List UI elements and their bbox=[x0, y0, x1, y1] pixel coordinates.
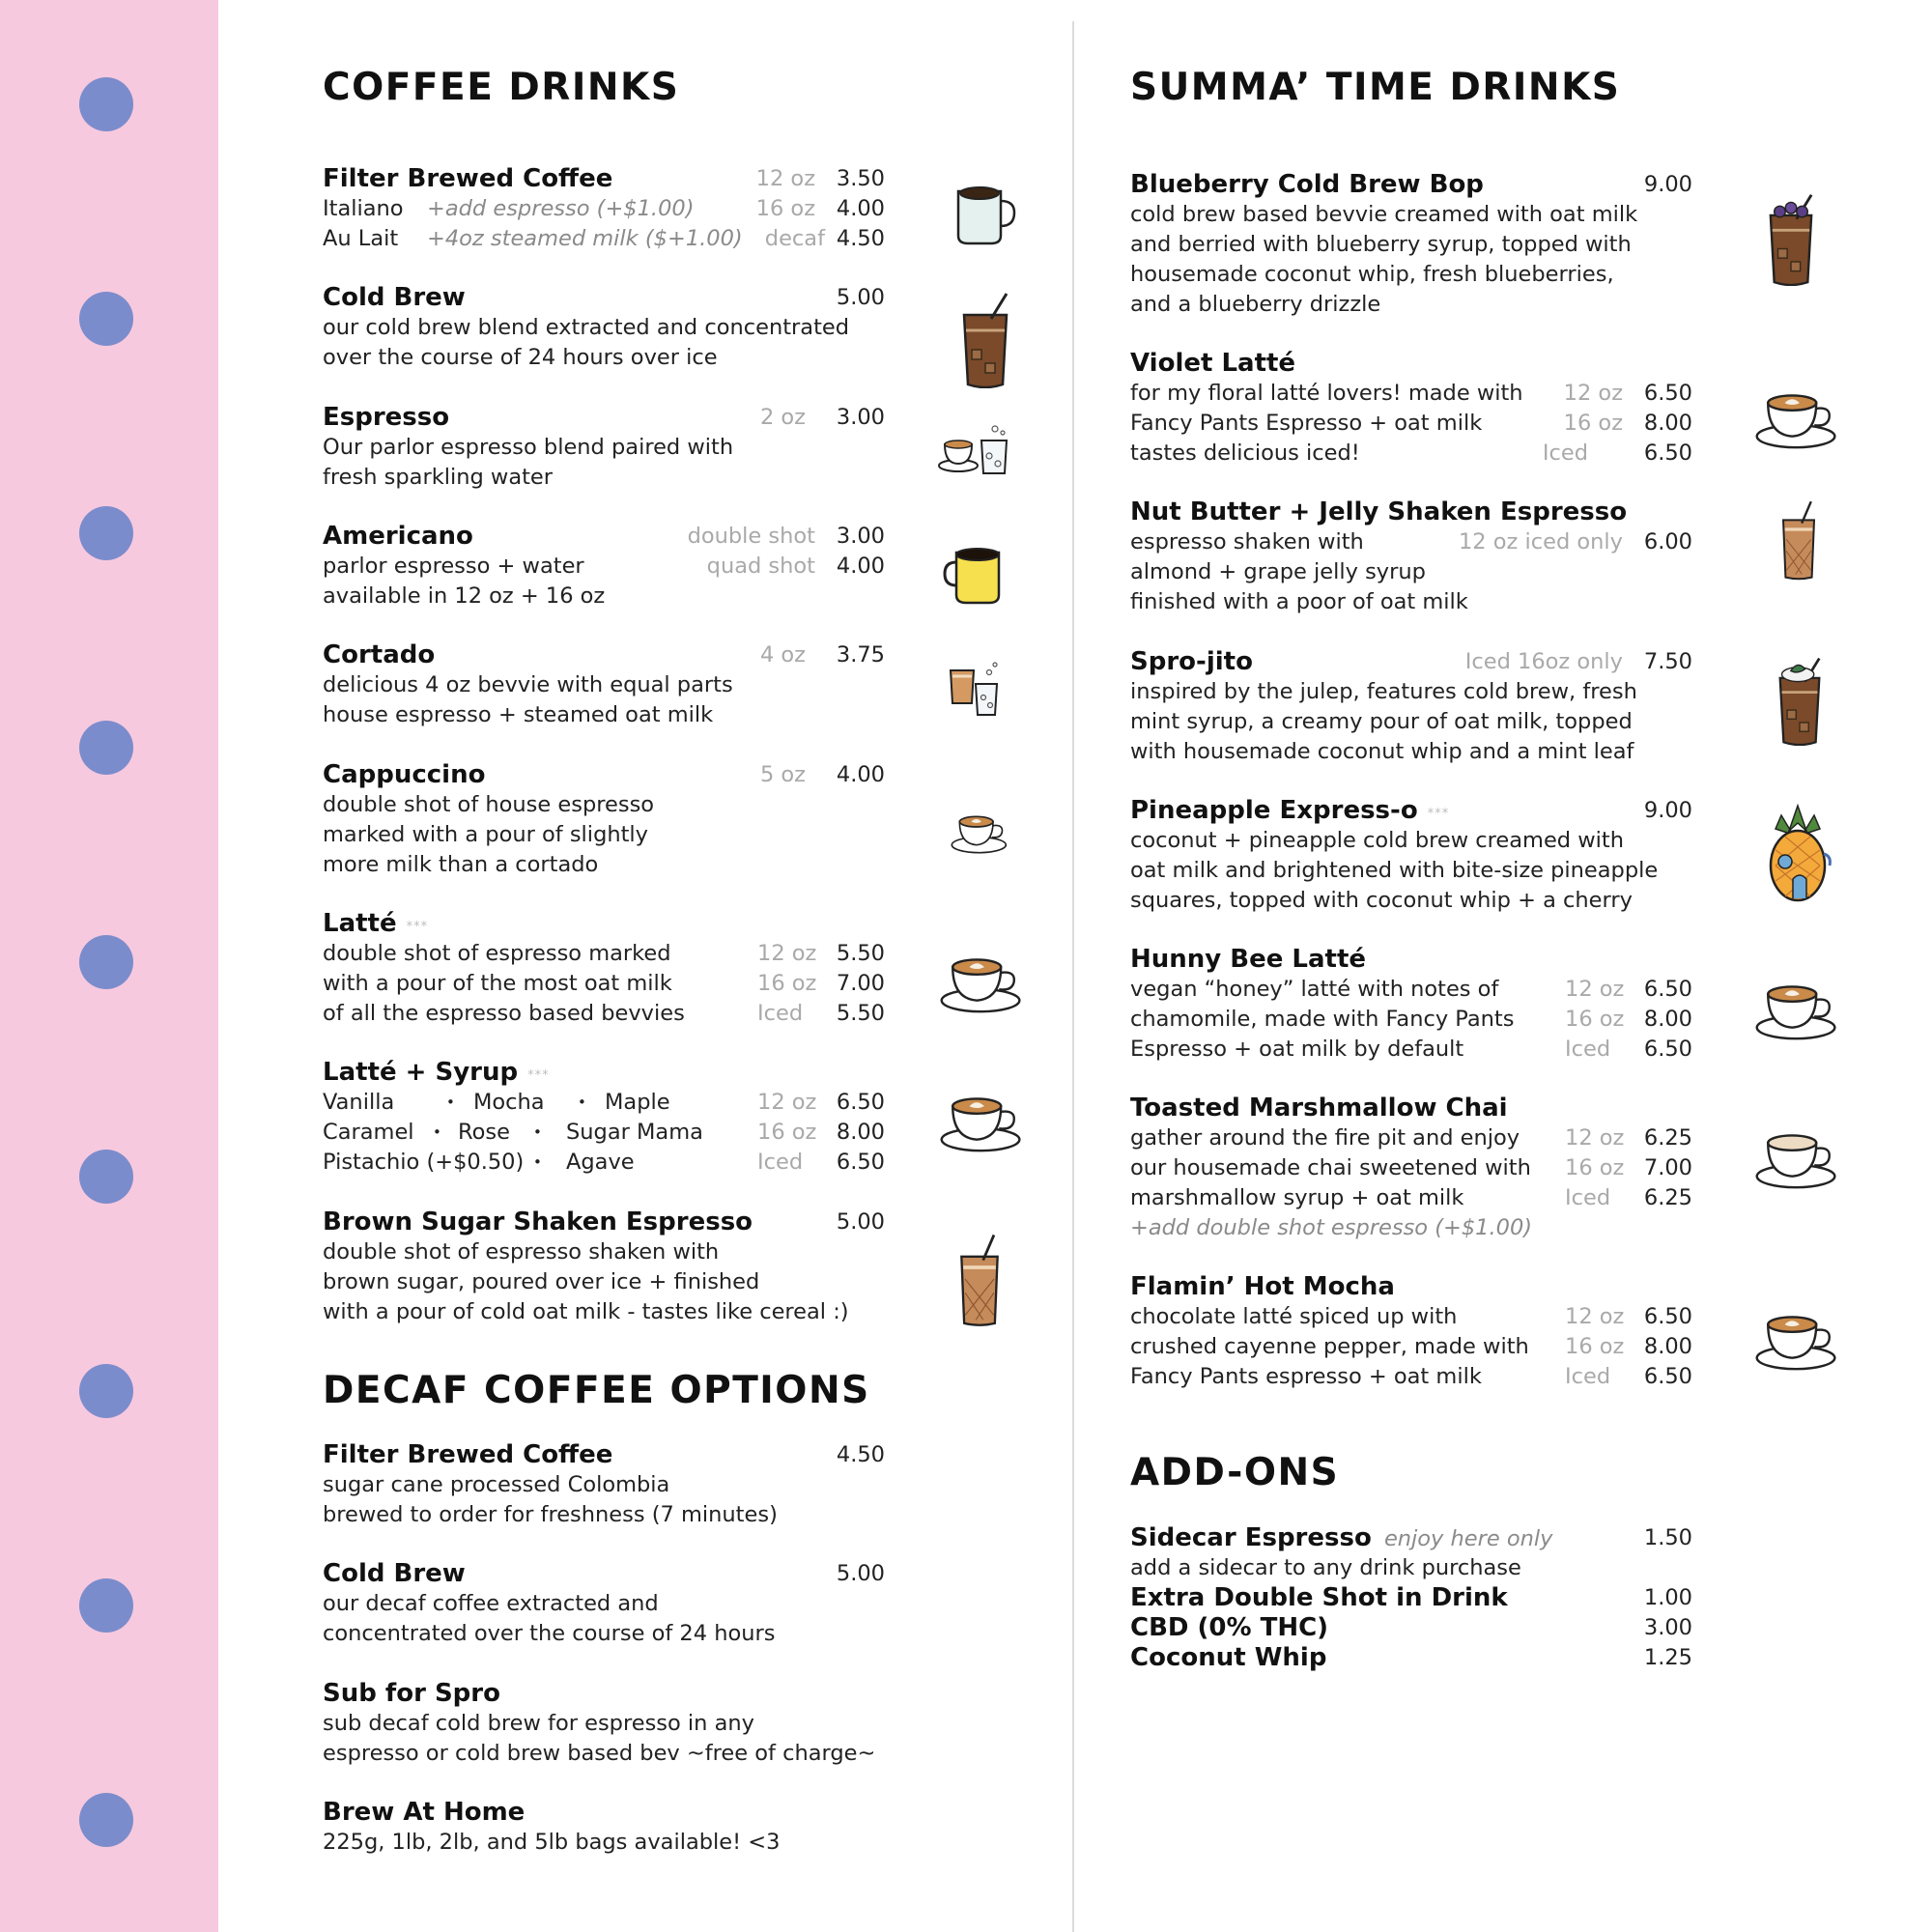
addon-extra-double-shot bbox=[1130, 1583, 1692, 1613]
binder-hole bbox=[79, 292, 133, 346]
item-name: Violet Latté bbox=[1130, 349, 1296, 378]
menu-item-latte bbox=[323, 909, 885, 1029]
size-label: Iced bbox=[1542, 440, 1588, 466]
item-note: +add double shot espresso (+$1.00) bbox=[1130, 1215, 1533, 1240]
menu-item-brown-sugar-shaken-espresso bbox=[323, 1208, 885, 1327]
marshmallow-chai-cup-icon bbox=[1754, 1122, 1839, 1192]
cortado-water-icon bbox=[947, 661, 1003, 717]
menu-item-espresso bbox=[323, 403, 885, 493]
addon-coconut-whip bbox=[1130, 1643, 1692, 1673]
price: 9.00 bbox=[1643, 798, 1692, 823]
size-label: Iced bbox=[1565, 1185, 1611, 1210]
shaken-espresso-icon bbox=[952, 1233, 1007, 1329]
menu-item-flamin-hot-mocha bbox=[1130, 1272, 1692, 1392]
syrup-separator: • bbox=[446, 1094, 455, 1111]
column-divider bbox=[1072, 21, 1074, 1932]
stars-mark: *** bbox=[1427, 807, 1450, 821]
menu-item-pineapple-express-o bbox=[1130, 796, 1692, 916]
item-description: gather around the fire pit and enjoy bbox=[1130, 1125, 1520, 1151]
addon-cbd bbox=[1130, 1613, 1692, 1643]
syrup-option: Vanilla bbox=[323, 1090, 395, 1115]
price: 4.00 bbox=[836, 554, 885, 579]
menu-item-nut-butter-jelly-shaken-espresso bbox=[1130, 497, 1692, 617]
item-description: chamomile, made with Fancy Pants bbox=[1130, 1007, 1515, 1032]
item-description: crushed cayenne pepper, made with bbox=[1130, 1334, 1529, 1359]
item-description: tastes delicious iced! bbox=[1130, 440, 1360, 466]
item-description: double shot of espresso shaken with bbox=[323, 1239, 720, 1264]
addon-name: CBD (0% THC) bbox=[1130, 1613, 1329, 1642]
item-description: double shot of espresso marked bbox=[323, 941, 671, 966]
item-description: chocolate latté spiced up with bbox=[1130, 1304, 1458, 1329]
iced-coffee-icon bbox=[956, 292, 1014, 388]
item-description: brewed to order for freshness (7 minutes) bbox=[323, 1502, 778, 1527]
price: 3.50 bbox=[836, 166, 885, 191]
size-label: double shot bbox=[687, 524, 815, 549]
item-description: fresh sparkling water bbox=[323, 465, 554, 490]
item-description: sugar cane processed Colombia bbox=[323, 1472, 670, 1497]
item-description: Fancy Pants espresso + oat milk bbox=[1130, 1364, 1482, 1389]
item-description: marked with a pour of slightly bbox=[323, 822, 648, 847]
item-name: Filter Brewed Coffee bbox=[323, 1440, 613, 1469]
item-name: Cortado bbox=[323, 640, 436, 669]
item-description: double shot of house espresso bbox=[323, 792, 655, 817]
menu-item-decaf-filter bbox=[323, 1440, 885, 1530]
item-name: Nut Butter + Jelly Shaken Espresso bbox=[1130, 497, 1628, 526]
price: 4.50 bbox=[836, 226, 885, 251]
violet-latte-cup-icon bbox=[1754, 383, 1839, 452]
item-name: Flamin’ Hot Mocha bbox=[1130, 1272, 1395, 1301]
item-name: Americano bbox=[323, 522, 473, 551]
size-label: 16 oz bbox=[1565, 1155, 1625, 1180]
menu-item-decaf-cold-brew bbox=[323, 1559, 885, 1649]
price: 7.00 bbox=[836, 971, 885, 996]
item-description: our cold brew blend extracted and concentrated bbox=[323, 315, 850, 340]
price: 1.50 bbox=[1643, 1525, 1692, 1550]
item-description: housemade coconut whip, fresh blueberries, bbox=[1130, 262, 1614, 287]
option-au-lait: Au Lait bbox=[323, 226, 399, 251]
item-name: Brown Sugar Shaken Espresso bbox=[323, 1208, 753, 1236]
stars-mark: *** bbox=[406, 920, 429, 934]
item-description: almond + grape jelly syrup bbox=[1130, 559, 1426, 584]
menu-item-cappuccino bbox=[323, 760, 885, 880]
item-description: with a pour of the most oat milk bbox=[323, 971, 672, 996]
price: 6.50 bbox=[1643, 977, 1692, 1002]
price: 1.25 bbox=[1643, 1645, 1692, 1670]
syrup-option: Maple bbox=[605, 1090, 670, 1115]
item-description: sub decaf cold brew for espresso in any bbox=[323, 1711, 754, 1736]
size-label: Iced bbox=[1565, 1364, 1611, 1389]
price: 5.50 bbox=[836, 1001, 885, 1026]
price: 6.50 bbox=[1643, 381, 1692, 406]
summa-time-heading: SUMMA’ TIME DRINKS bbox=[1130, 66, 1621, 109]
item-name: Cappuccino bbox=[323, 760, 486, 789]
price: 5.00 bbox=[836, 1209, 885, 1235]
pineapple-house-icon bbox=[1764, 802, 1832, 902]
price: 3.00 bbox=[1643, 1615, 1692, 1640]
price: 8.00 bbox=[1643, 411, 1692, 436]
item-name: Filter Brewed Coffee bbox=[323, 164, 613, 193]
item-description: more milk than a cortado bbox=[323, 852, 599, 877]
size-label: Iced bbox=[1565, 1037, 1611, 1062]
syrup-option: Agave bbox=[566, 1150, 635, 1175]
size-label: 5 oz bbox=[759, 762, 806, 787]
size-label: 16 oz bbox=[1565, 1007, 1625, 1032]
item-description: Espresso + oat milk by default bbox=[1130, 1037, 1464, 1062]
binder-hole bbox=[79, 1793, 133, 1847]
item-name: Spro-jito bbox=[1130, 647, 1253, 676]
syrup-option: Caramel bbox=[323, 1120, 414, 1145]
price: 7.50 bbox=[1643, 649, 1692, 674]
menu-item-blueberry-cold-brew-bop bbox=[1130, 170, 1692, 320]
binder-strip bbox=[0, 0, 218, 1932]
size-label: 12 oz bbox=[755, 166, 815, 191]
price: 5.00 bbox=[836, 1561, 885, 1586]
menu-item-spro-jito bbox=[1130, 647, 1692, 767]
option-italiano: Italiano bbox=[323, 196, 404, 221]
price: 4.50 bbox=[836, 1442, 885, 1467]
item-description: oat milk and brightened with bite-size pineapple bbox=[1130, 858, 1659, 883]
addon-sidecar-espresso bbox=[1130, 1523, 1692, 1553]
size-label: 12 oz bbox=[1565, 1304, 1625, 1329]
addon-note: enjoy here only bbox=[1383, 1526, 1553, 1551]
size-label: Iced bbox=[757, 1001, 804, 1026]
price: 6.25 bbox=[1643, 1125, 1692, 1151]
blueberry-cold-brew-icon bbox=[1762, 189, 1820, 286]
price: 6.50 bbox=[1643, 1304, 1692, 1329]
item-name: Sub for Spro bbox=[323, 1679, 500, 1708]
size-label: 16 oz bbox=[1565, 1334, 1625, 1359]
price: 6.00 bbox=[1643, 529, 1692, 554]
price: 4.00 bbox=[836, 196, 885, 221]
binder-hole bbox=[79, 935, 133, 989]
syrup-separator: • bbox=[533, 1123, 542, 1141]
size-label: 12 oz bbox=[757, 1090, 817, 1115]
price: 5.50 bbox=[836, 941, 885, 966]
stars-mark: *** bbox=[527, 1068, 550, 1083]
yellow-mug-icon bbox=[943, 545, 1012, 607]
price: 3.75 bbox=[836, 642, 885, 668]
item-description: for my floral latté lovers! made with bbox=[1130, 381, 1523, 406]
binder-hole bbox=[79, 506, 133, 560]
item-description: cold brew based bevvie creamed with oat milk bbox=[1130, 202, 1638, 227]
item-name: Pineapple Express-o bbox=[1130, 796, 1418, 825]
latte-cup-icon bbox=[939, 947, 1024, 1016]
menu-item-toasted-marshmallow-chai bbox=[1130, 1094, 1692, 1243]
price: 7.00 bbox=[1643, 1155, 1692, 1180]
size-label: 4 oz bbox=[759, 642, 806, 668]
item-description: concentrated over the course of 24 hours bbox=[323, 1621, 776, 1646]
size-label: 16 oz bbox=[757, 1120, 817, 1145]
menu-item-brew-at-home bbox=[323, 1798, 922, 1858]
binder-hole bbox=[79, 1578, 133, 1633]
mocha-cup-icon bbox=[1754, 1304, 1839, 1374]
menu-item-cold-brew bbox=[323, 283, 885, 373]
option-note: +4oz steamed milk ($+1.00) bbox=[427, 226, 743, 251]
size-label: 16 oz bbox=[755, 196, 815, 221]
addon-name: Sidecar Espresso bbox=[1130, 1523, 1372, 1552]
addons-list bbox=[1130, 1523, 1692, 1673]
addon-description: add a sidecar to any drink purchase bbox=[1130, 1555, 1521, 1580]
item-description: available in 12 oz + 16 oz bbox=[323, 583, 606, 609]
price: 9.00 bbox=[1643, 172, 1692, 197]
syrup-separator: • bbox=[578, 1094, 586, 1111]
item-description: coconut + pineapple cold brew creamed with bbox=[1130, 828, 1624, 853]
addon-name: Extra Double Shot in Drink bbox=[1130, 1583, 1508, 1612]
item-description: espresso or cold brew based bev ~free of charge~ bbox=[323, 1741, 876, 1766]
item-description: espresso shaken with bbox=[1130, 529, 1364, 554]
price: 6.50 bbox=[1643, 1364, 1692, 1389]
item-description: and berried with blueberry syrup, topped with bbox=[1130, 232, 1632, 257]
size-label: 2 oz bbox=[759, 405, 806, 430]
price: 6.50 bbox=[1643, 1037, 1692, 1062]
nut-butter-shaker-icon bbox=[1776, 495, 1822, 587]
size-label: 12 oz bbox=[1563, 381, 1623, 406]
item-description: of all the espresso based bevvies bbox=[323, 1001, 685, 1026]
size-label: 12 oz bbox=[1565, 977, 1625, 1002]
size-label: Iced 16oz only bbox=[1464, 649, 1623, 674]
item-description: with a pour of cold oat milk - tastes like cereal :) bbox=[323, 1299, 849, 1324]
item-description: inspired by the julep, features cold brew, fresh bbox=[1130, 679, 1637, 704]
item-description: house espresso + steamed oat milk bbox=[323, 702, 714, 727]
item-description: marshmallow syrup + oat milk bbox=[1130, 1185, 1464, 1210]
syrup-option: Mocha bbox=[473, 1090, 545, 1115]
binder-hole bbox=[79, 721, 133, 775]
espresso-water-icon bbox=[937, 423, 1014, 477]
price: 1.00 bbox=[1643, 1585, 1692, 1610]
syrup-option: Sugar Mama bbox=[566, 1120, 703, 1145]
option-note: +add espresso (+$1.00) bbox=[427, 196, 695, 221]
item-description: vegan “honey” latté with notes of bbox=[1130, 977, 1499, 1002]
item-name: Blueberry Cold Brew Bop bbox=[1130, 170, 1484, 199]
hunny-bee-latte-cup-icon bbox=[1754, 974, 1839, 1043]
size-label: 16 oz bbox=[757, 971, 817, 996]
binder-hole bbox=[79, 1150, 133, 1204]
price: 6.50 bbox=[836, 1150, 885, 1175]
item-description: 225g, 1lb, 2lb, and 5lb bags available! <3 bbox=[323, 1830, 781, 1855]
item-description: squares, topped with coconut whip + a cherry bbox=[1130, 888, 1633, 913]
item-name: Latté + Syrup bbox=[323, 1058, 519, 1087]
coffee-mug-icon bbox=[952, 180, 1020, 247]
menu-item-hunny-bee-latte bbox=[1130, 945, 1692, 1065]
size-label: 12 oz bbox=[757, 941, 817, 966]
syrup-option: Pistachio (+$0.50) bbox=[323, 1150, 525, 1175]
size-label: quad shot bbox=[706, 554, 815, 579]
cappuccino-cup-icon bbox=[951, 808, 1009, 856]
menu-item-sub-for-spro bbox=[323, 1679, 922, 1769]
coffee-drinks-heading: COFFEE DRINKS bbox=[323, 66, 680, 109]
price: 3.00 bbox=[836, 405, 885, 430]
price: 3.00 bbox=[836, 524, 885, 549]
decaf-heading: DECAF COFFEE OPTIONS bbox=[323, 1369, 870, 1412]
item-name: Latté bbox=[323, 909, 397, 938]
item-description: our housemade chai sweetened with bbox=[1130, 1155, 1531, 1180]
size-label: 16 oz bbox=[1563, 411, 1623, 436]
item-description: our decaf coffee extracted and bbox=[323, 1591, 659, 1616]
menu-item-cortado bbox=[323, 640, 885, 730]
item-description: Our parlor espresso blend paired with bbox=[323, 435, 734, 460]
menu-item-americano bbox=[323, 522, 885, 611]
item-name: Toasted Marshmallow Chai bbox=[1130, 1094, 1508, 1122]
add-ons-heading: ADD-ONS bbox=[1130, 1451, 1340, 1494]
item-name: Cold Brew bbox=[323, 1559, 466, 1588]
menu-item-violet-latte bbox=[1130, 349, 1692, 469]
item-name: Brew At Home bbox=[323, 1798, 526, 1827]
syrup-separator: • bbox=[433, 1123, 441, 1141]
item-name: Hunny Bee Latté bbox=[1130, 945, 1367, 974]
item-description: brown sugar, poured over ice + finished bbox=[323, 1269, 760, 1294]
item-description: over the course of 24 hours over ice bbox=[323, 345, 718, 370]
latte-syrup-cup-icon bbox=[939, 1086, 1024, 1155]
syrup-separator: • bbox=[533, 1153, 542, 1171]
price: 4.00 bbox=[836, 762, 885, 787]
price: 6.25 bbox=[1643, 1185, 1692, 1210]
price: 8.00 bbox=[1643, 1007, 1692, 1032]
item-description: with housemade coconut whip and a mint leaf bbox=[1130, 739, 1634, 764]
spro-jito-icon bbox=[1772, 653, 1828, 746]
item-description: parlor espresso + water bbox=[323, 554, 584, 579]
price: 6.50 bbox=[1643, 440, 1692, 466]
menu-item-latte-syrup bbox=[323, 1058, 885, 1178]
item-description: delicious 4 oz bevvie with equal parts bbox=[323, 672, 733, 697]
binder-hole bbox=[79, 77, 133, 131]
price: 5.00 bbox=[836, 285, 885, 310]
item-name: Cold Brew bbox=[323, 283, 466, 312]
binder-hole bbox=[79, 1364, 133, 1418]
size-label: 12 oz iced only bbox=[1458, 529, 1623, 554]
price: 6.50 bbox=[836, 1090, 885, 1115]
menu-item-filter-brewed-coffee bbox=[323, 164, 885, 254]
item-description: and a blueberry drizzle bbox=[1130, 292, 1381, 317]
item-description: Fancy Pants Espresso + oat milk bbox=[1130, 411, 1483, 436]
item-description: finished with a poor of oat milk bbox=[1130, 589, 1468, 614]
item-description: mint syrup, a creamy pour of oat milk, topped bbox=[1130, 709, 1633, 734]
item-name: Espresso bbox=[323, 403, 450, 432]
size-label: decaf bbox=[764, 226, 825, 251]
size-label: Iced bbox=[757, 1150, 804, 1175]
syrup-option: Rose bbox=[458, 1120, 510, 1145]
price: 8.00 bbox=[836, 1120, 885, 1145]
addon-name: Coconut Whip bbox=[1130, 1643, 1327, 1672]
size-label: 12 oz bbox=[1565, 1125, 1625, 1151]
price: 8.00 bbox=[1643, 1334, 1692, 1359]
